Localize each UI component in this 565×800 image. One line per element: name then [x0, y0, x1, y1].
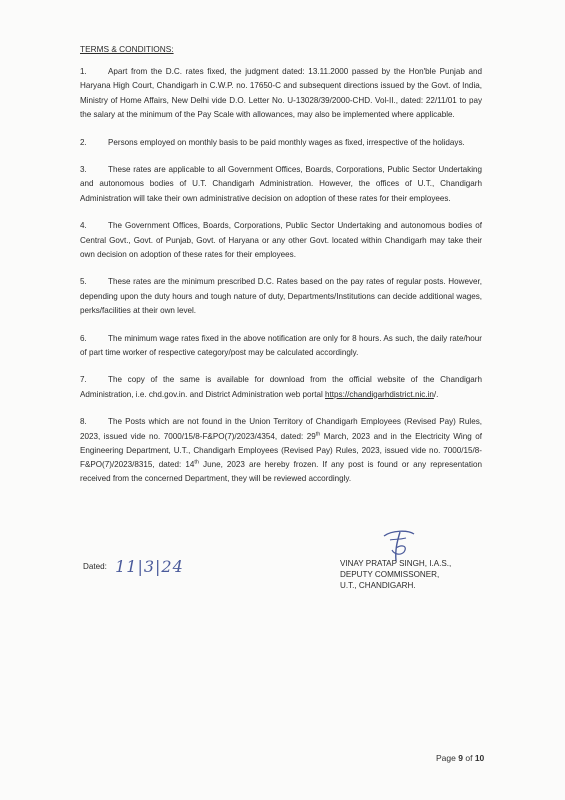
clause-text: These rates are applicable to all Government Offices, Boards, Corporations, Public Sector Undertaking and autonomous bodies of U.T. Chandigarh Administration. However, the offices of U.T., Chandigarh Administration will take their own administrative decision on adoption of these rates for their employees. — [80, 165, 482, 203]
clause-7 — [80, 373, 482, 401]
ordinal-suffix: th — [315, 430, 321, 437]
ordinal-suffix: th — [194, 459, 199, 466]
clause-5 — [80, 275, 482, 318]
clause-number: 4. — [80, 221, 87, 231]
clause-text: Apart from the D.C. rates fixed, the judgment dated: 13.11.2000 passed by the Hon'ble Punjab and Haryana High Court, Chandigarh in C.W.P. no. 17650-C and subsequent directions issued by the Govt. of India, Ministry of Home Affairs, New Delhi vide D.O. Letter No. U-13028/39/2000-CHD. Vol-II., dated: 22/11/01 to pay the salary at the minimum of the Pay Scale with allowances, may also be implemented where applicable. — [80, 67, 482, 119]
dated-line — [83, 557, 184, 576]
document-body — [80, 42, 482, 500]
clause-number: 8. — [80, 417, 87, 427]
signatory-designation: DEPUTY COMMISSONER, — [340, 570, 440, 579]
signatory-block — [340, 558, 451, 591]
page-number — [436, 753, 484, 763]
clause-text: Persons employed on monthly basis to be paid monthly wages as fixed, irrespective of the holidays. — [108, 137, 465, 147]
page-total: 10 — [474, 753, 485, 763]
terms-heading: TERMS & CONDITIONS: — [80, 44, 174, 54]
clause-1 — [80, 65, 482, 122]
clause-text: These rates are the minimum prescribed D.C. Rates based on the pay rates of regular posts. However, depending upon the duty hours and tough nature of duty, Departments/Institutions can decide additional wages, perks/facilities at their own level. — [80, 277, 482, 315]
clause-4 — [80, 219, 482, 262]
clause-text: March, 2023 and in the Electricity Wing of Engineering Department, U.T., Chandigarh Employees (Revised Pay) Rules, 2023, issued vide no. 7000/15/8-F&PO(7)/2023/8315, dated: 14 — [80, 431, 482, 469]
clause-number: 3. — [80, 165, 87, 175]
page-current: 9 — [458, 753, 463, 763]
district-portal-link[interactable]: https://chandigarhdistrict.nic.in — [325, 389, 434, 399]
page-of: of — [465, 753, 473, 763]
dated-label: Dated: — [83, 562, 107, 571]
clause-6 — [80, 332, 482, 360]
clause-number: 1. — [80, 67, 87, 77]
signatory-location: U.T., CHANDIGARH. — [340, 581, 416, 590]
clause-text: The minimum wage rates fixed in the above notification are only for 8 hours. As such, the daily rate/hour of part time worker of respective category/post may be calculated accordingly. — [80, 333, 482, 357]
clause-text: The Posts which are not found in the Union Territory of Chandigarh Employees (Revised Pay) Rules, 2023, issued vide no. 7000/15/8-F&PO(7)/2023/4354, dated: 29 — [80, 417, 482, 441]
clause-text: June, 2023 are hereby frozen. If any post is found or any representation received from the concerned Department, they will be reviewed accordingly. — [80, 459, 482, 484]
clause-text: The copy of the same is available for download from the official website of the Chandigarh Administration, i.e. chd.gov.in. and District Administration web portal — [80, 375, 482, 399]
handwritten-date: 11|3|24 — [115, 557, 184, 576]
clause-text: The Government Offices, Boards, Corporations, Public Sector Undertaking and autonomous bodies of Central Govt., Govt. of Punjab, Govt. of Haryana or any other Govt. located within Chandigarh may take their own decision on adoption of these rates for their employees. — [80, 221, 482, 259]
clause-number: 2. — [80, 137, 87, 147]
clause-2 — [80, 136, 482, 150]
clause-number: 5. — [80, 277, 87, 287]
clause-3 — [80, 163, 482, 206]
signatory-name: VINAY PRATAP SINGH, I.A.S., — [340, 559, 452, 568]
clause-number: 7. — [80, 375, 87, 385]
clause-text-end: /. — [433, 389, 439, 399]
clause-8 — [80, 415, 482, 486]
clause-number: 6. — [80, 333, 87, 343]
page-prefix: Page — [436, 753, 456, 763]
